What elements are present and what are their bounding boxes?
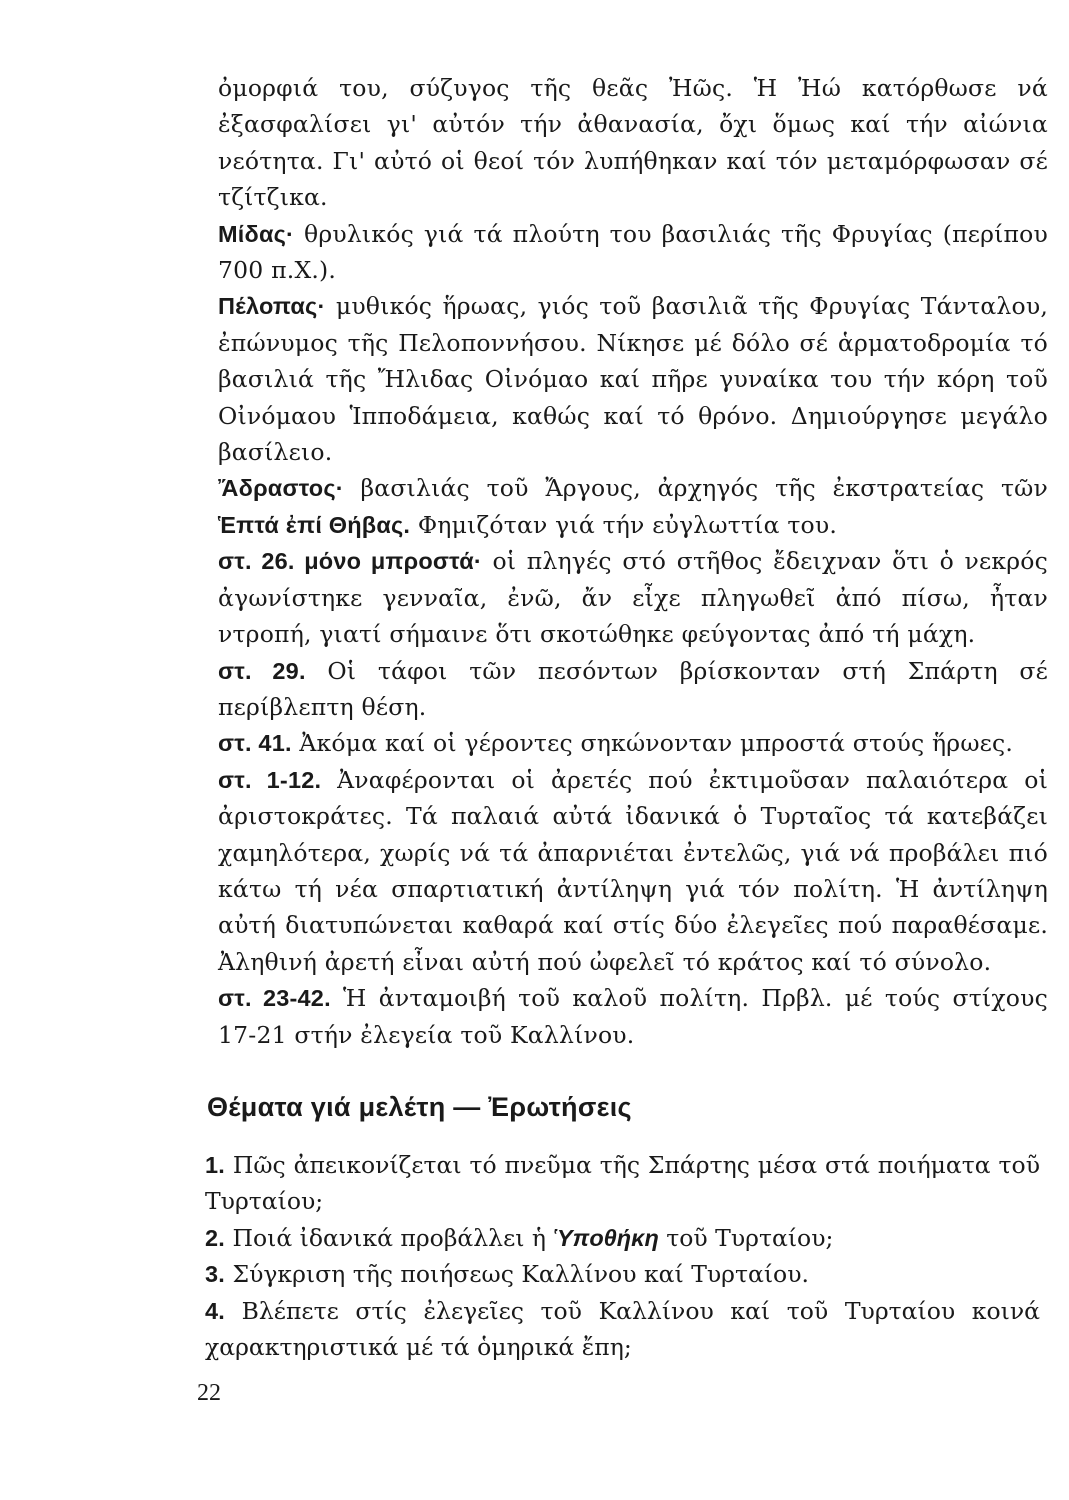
question-number: 3. — [205, 1261, 225, 1288]
note-paragraph — [218, 653, 1048, 726]
question-text: τοῦ Τυρταίου; — [658, 1223, 834, 1252]
verse-reference: στ. 41. — [218, 730, 292, 757]
verse-reference: στ. 1-12. — [218, 766, 322, 793]
question-text: Ποιά ἰδανικά προβάλλει ἡ — [225, 1223, 554, 1252]
note-text: Οἱ τάφοι τῶν πεσόντων βρίσκονταν στή Σπάρτη σέ περίβλεπτη θέση. — [218, 656, 1048, 721]
question-text: Βλέπετε στίς ἐλεγεῖες τοῦ Καλλίνου καί τοῦ Τυρταίου κοινά χαρακτηριστικά μέ τά ὁμηρικά ἔπη; — [205, 1296, 1040, 1362]
study-questions — [205, 1147, 1040, 1365]
note-text: βασιλιάς τοῦ Ἄργους, ἀρχηγός τῆς ἐκστρατείας τῶν — [343, 474, 1048, 503]
verse-reference: στ. 23-42. — [218, 985, 331, 1012]
note-paragraph — [218, 762, 1048, 980]
glossary-notes — [218, 70, 1048, 1053]
question-text: Πῶς ἀπεικονίζεται τό πνεῦμα τῆς Σπάρτης μέσα στά ποιήματα τοῦ Τυρταίου; — [205, 1151, 1040, 1216]
note-text: Ἀναφέρονται οἱ ἀρετές πού ἐκτιμοῦσαν παλαιότερα οἱ ἀριστοκράτες. Τά παλαιά αὐτά ἰδανικά ὁ Τυρταῖος τά κατεβάζει χαμηλότερα, χωρίς νά τά ἀπαρνιέται ἐντελῶς, γιά νά προβάλει πιό κάτω τή νέα σπαρτιατική ἀντίληψη γιά τόν πολίτη. Ἡ ἀντίληψη αὐτή διατυπώνεται καθαρά καί στίς δύο ἐλεγεῖες πού παραθέσαμε. Ἀληθινή ἀρετή εἶναι αὐτή πού ὠφελεῖ τό κράτος καί τό σύνολο. — [218, 765, 1048, 976]
question-item — [205, 1220, 1040, 1256]
note-text: Ἀκόμα καί οἱ γέροντες σηκώνονταν μπροστά στούς ἥρωες. — [291, 729, 1014, 758]
verse-reference: στ. 26. μόνο μπροστά· — [218, 548, 482, 575]
note-text: θρυλικός γιά τά πλούτη του βασιλιάς τῆς Φρυγίας (περίπου 700 π.Χ.). — [218, 219, 1048, 285]
note-text: ὀμορφιά του, σύζυγος τῆς θεᾶς Ἠῶς. Ἡ Ἠώ κατόρθωσε νά ἐξασφαλίσει γι' αὐτόν τήν ἀθανασία, ὄχι ὅμως καί τήν αἰώνια νεότητα. Γι' αὐτό οἱ θεοί τόν λυπήθηκαν καί τόν μεταμόρφωσαν σέ τζίτζικα. — [218, 74, 1048, 212]
note-text: Ἡ ἀνταμοιβή τοῦ καλοῦ πολίτη. Πρβλ. μέ τούς στίχους 17-21 στήν ἐλεγεία τοῦ Καλλίνου. — [218, 984, 1048, 1049]
note-term: Μίδας· — [218, 220, 295, 247]
verse-reference: στ. 29. — [218, 657, 306, 684]
note-paragraph — [218, 980, 1048, 1053]
note-paragraph — [218, 725, 1048, 761]
note-paragraph — [218, 288, 1048, 470]
question-number: 1. — [205, 1152, 225, 1178]
page-number: 22 — [197, 1380, 221, 1406]
note-text: Φημιζόταν γιά τήν εὐγλωττία του. — [410, 510, 838, 539]
note-term: Ἄδραστος· — [218, 475, 344, 502]
note-text: μυθικός ἥρωας, γιός τοῦ βασιλιᾶ τῆς Φρυγίας Τάνταλου, ἐπώνυμος τῆς Πελοποννήσου. Νίκησε μέ δόλο σέ ἁρματοδρομία τό βασιλιά τῆς Ἤλιδας Οἰνόμαο καί πῆρε γυναίκα του τήν κόρη τοῦ Οἰνόμαου Ἱπποδάμεια, καθώς καί τό θρόνο. Δημιούργησε μεγάλο βασίλειο. — [218, 292, 1048, 467]
note-text: οἱ πληγές στό στῆθος ἔδειχναν ὅτι ὁ νεκρός ἀγωνίστηκε γενναῖα, ἐνῶ, ἄν εἶχε πληγωθεῖ ἀπό πίσω, ἦταν ντροπή, γιατί σήμαινε ὅτι σκοτώθηκε φεύγοντας ἀπό τή μάχη. — [218, 547, 1049, 649]
question-emphasis: Ὑποθήκη — [553, 1224, 659, 1251]
note-paragraph — [218, 543, 1048, 652]
note-paragraph — [218, 470, 1048, 543]
note-paragraph — [218, 70, 1048, 216]
note-paragraph — [218, 216, 1048, 289]
question-item — [205, 1293, 1040, 1366]
question-item — [205, 1147, 1040, 1220]
question-number: 4. — [205, 1297, 225, 1324]
note-term: Πέλοπας· — [218, 293, 326, 320]
section-heading: Θέματα γιά μελέτη — Ἐρωτήσεις — [207, 1092, 632, 1122]
question-text: Σύγκριση τῆς ποιήσεως Καλλίνου καί Τυρταίου. — [225, 1260, 809, 1289]
question-item — [205, 1256, 1040, 1292]
note-term-inline: Ἑπτά ἐπί Θήβας. — [218, 511, 411, 538]
question-number: 2. — [205, 1224, 225, 1251]
